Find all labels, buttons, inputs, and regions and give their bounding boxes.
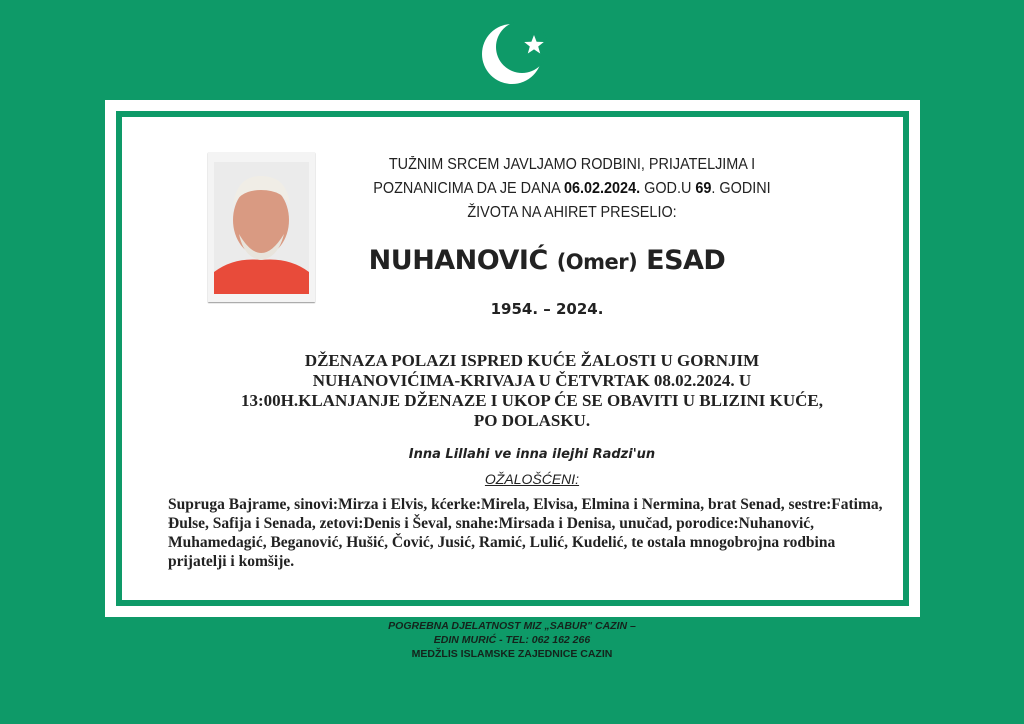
footer-line: POGREBNA DJELATNOST MIZ „SABUR" CAZIN –	[388, 620, 636, 632]
funeral-line: NUHANOVIĆIMA-KRIVAJA U ČETVRTAK 08.02.2024. U	[312, 371, 752, 390]
funeral-line: DŽENAZA POLAZI ISPRED KUĆE ŽALOSTI U GORNJIM	[304, 351, 760, 370]
footer-line: EDIN MURIĆ - TEL: 062 162 266	[433, 634, 591, 646]
mourners-heading: OŽALOŠĆENI:	[484, 471, 580, 487]
date-of-death: 06.02.2024.	[563, 180, 641, 197]
notice-outer-panel	[105, 100, 920, 617]
life-years: 1954. – 2024.	[490, 300, 604, 318]
intro-text: POZNANICIMA DA JE DANA	[373, 180, 564, 197]
intro-line	[349, 177, 795, 201]
crescent-star-icon	[478, 18, 550, 90]
intro-line: TUŽNIM SRCEM JAVLJAMO RODBINI, PRIJATELJIMA I	[388, 156, 756, 173]
funeral-line: PO DOLASKU.	[473, 411, 591, 430]
father-name: (Omer)	[556, 250, 638, 274]
deceased-name	[322, 245, 772, 276]
family-list: Supruga Bajrame, sinovi:Mirza i Elvis, kćerke:Mirela, Elvisa, Elmina i Nermina, brat Senad, sestre:Fatima, Đulse, Safija i Senada, zetovi:Denis i Ševal, snahe:Mirsada i Denisa, unučad, porodice:Nuhanović, Muhamedagić, Beganović, Hušić, Čović, Jusić, Ramić, Lulić, Kudelić, te ostala mnogobrojna rodbina prijatelji i komšije.	[168, 496, 883, 570]
funeral-line: 13:00H.KLANJANJE DŽENAZE I UKOP ĆE SE OBAVITI U BLIZINI KUĆE,	[240, 391, 824, 410]
notice-inner-frame	[116, 111, 909, 606]
intro-line: ŽIVOTA NA AHIRET PRESELIO:	[467, 204, 677, 221]
intro-text: . GODINI	[711, 180, 771, 197]
footer	[300, 619, 724, 661]
deceased-photo	[208, 152, 315, 302]
footer-line: MEDŽLIS ISLAMSKE ZAJEDNICE CAZIN	[411, 648, 613, 660]
funeral-info	[240, 351, 824, 431]
prayer-text: Inna Lillahi ve inna ilejhi Radzi'un	[408, 447, 656, 462]
intro-text: GOD.U	[640, 180, 696, 197]
first-name: ESAD	[646, 245, 726, 276]
age: 69	[695, 180, 712, 197]
surname: NUHANOVIĆ	[368, 245, 548, 276]
announcement-intro	[349, 153, 795, 225]
